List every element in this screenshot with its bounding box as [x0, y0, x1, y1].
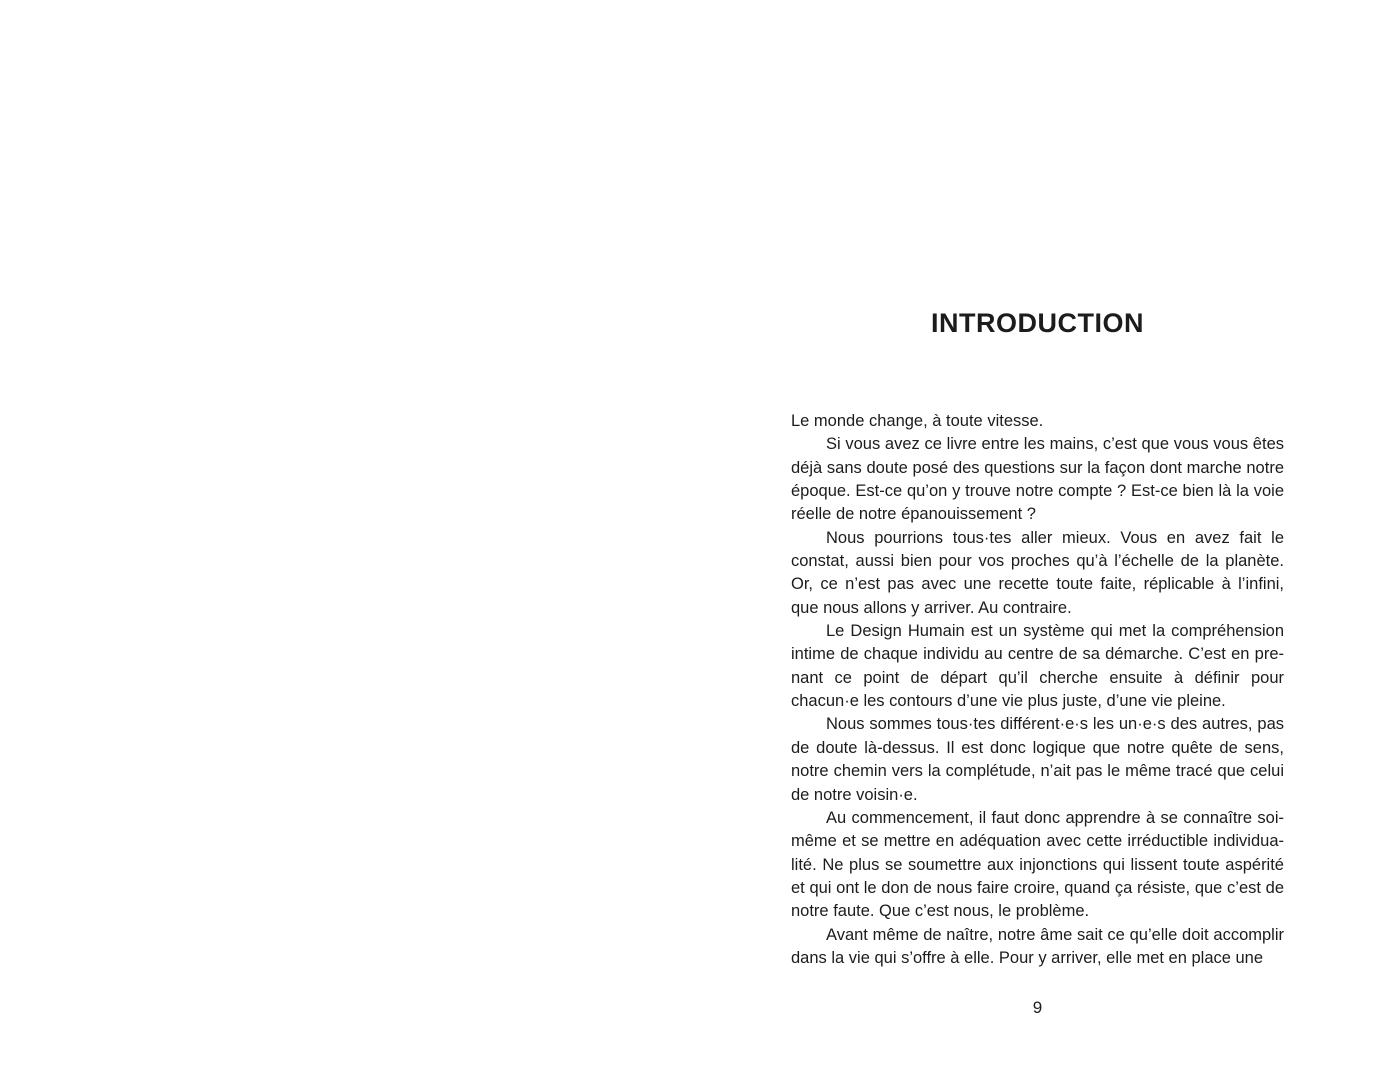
paragraph-7: Avant même de naître, notre âme sait ce qu’elle doit accomplir dans la vie qui s’offre à elle. Pour y arriver, elle met en place une	[791, 925, 1284, 967]
paragraph-1: Le monde change, à toute vitesse.	[791, 412, 1044, 430]
chapter-title: INTRODUCTION	[931, 308, 1144, 338]
page-number: 9	[1032, 998, 1043, 1017]
paragraph-6: Au commencement, il faut donc apprendre à se connaître soi-même et se mettre en adéquation avec cette irréductible individualité. Ne plus se soumettre aux injonctions qui lissent toute aspérité et qui ont le don de nous faire croire, quand ça résiste, que c’est de notre faute. Que c’est nous, le problème.	[791, 808, 1284, 921]
paragraph-3: Nous pourrions tous·tes aller mieux. Vous en avez fait le constat, aussi bien pour vos proches qu’à l’échelle de la planète. Or, ce n’est pas avec une recette toute faite, réplicable à l’infini, que nous allons y arriver. Au contraire.	[791, 528, 1284, 617]
body-text	[791, 410, 1284, 970]
right-page-text-column	[791, 0, 1284, 1073]
paragraph-4: Le Design Humain est un système qui met la compréhension intime de chaque individu au centre de sa démarche. C’est en prenant ce point de départ qu’il cherche ensuite à définir pour chacun·e les contours d’une vie plus juste, d’une vie pleine.	[791, 622, 1284, 711]
paragraph-2: Si vous avez ce livre entre les mains, c’est que vous vous êtes déjà sans doute posé des questions sur la façon dont marche notre époque. Est-ce qu’on y trouve notre compte ? Est-ce bien là la voie réelle de notre épanouissement ?	[791, 435, 1284, 524]
paragraph-5: Nous sommes tous·tes différent·e·s les un·e·s des autres, pas de doute là-dessus. Il est donc logique que notre quête de sens, notre chemin vers la complétude, n’ait pas le même tracé que celui de notre voisin·e.	[791, 715, 1284, 804]
